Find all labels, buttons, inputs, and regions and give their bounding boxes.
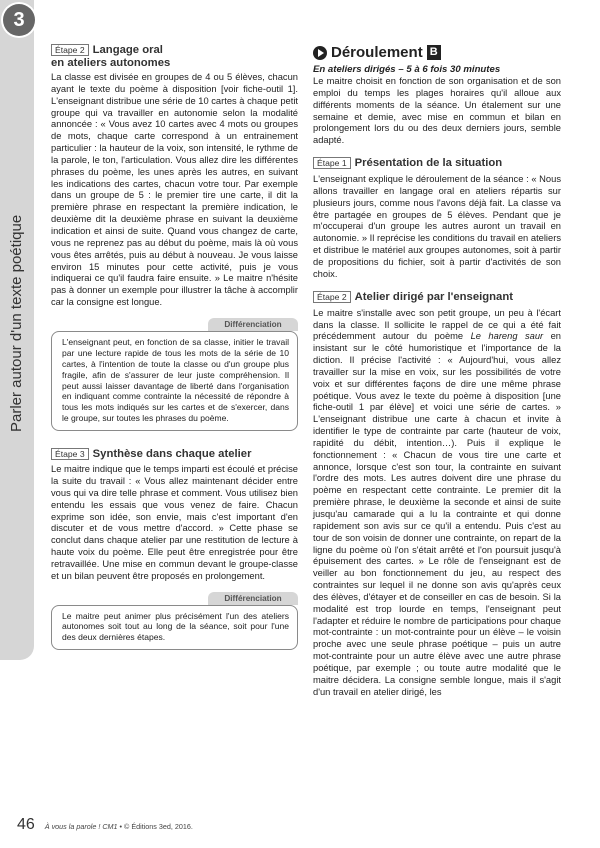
section-subtitle: En ateliers dirigés – 5 à 6 fois 30 minutes xyxy=(313,64,501,75)
differentiation-content-2 xyxy=(51,605,298,651)
copyright: • © Éditions 3ed, 2016. xyxy=(119,822,193,831)
page-number: 46 xyxy=(17,816,35,833)
right-column xyxy=(313,44,561,699)
right-step2-text-end: en insistant sur le côté humoristique et l'importance de la diction. Il précise l'activité : « Aujourd'hui, vous allez travailler sur la mise en voix, sur les possibilités de votre voix et sur différentes façons de dire une même phrase poétique. Vous avez le texte du poème à disposition [une fiche-outil 1 par élève] et voici une série de cartes. » L'enseignant distribue une carte à chacun et invite à identifier le type de contrainte par carte (hauteur de voix, rapidité du débit, intention…). Puis il explique le fonctionnement : « Chacun de vous tire une carte et annonce, lorsque c'est son tour, la contrainte en suivant l'ordre des mots. Les autres doivent dire une phrase du poème en respectant cette contrainte. Le premier dit la première phrase, le deuxième la seconde et ainsi de suite jusqu'au camarade qui a lu la contrainte et qui donne rapidement son avis sur ce qu'il a entendu. Puis c'est au tour de son voisin de donner une contrainte, on repart de la ligne du poème où l'on s'était arrêté et l'on poursuit jusqu'à épuisement des cartes. » Le rôle de l'enseignant est de veiller au bon fonctionnement du jeu, au respect des contraintes sur lequel il ne donne son avis qu'après ceux des élèves, d'étayer et de conseiller en cas de besoin. Si la modalité est trop lourde en temps, l'enseignant peut l'adapter et réduire le nombre de participations pour chaque mot-contrainte : un mot-contrainte pour un élève – le voisin proche avec une seule phrase poétique – puis un autre mot-contrainte pour un autre élève avec une autre phrase poétique, par exemple ; ou toute autre modalité que le maitre décidera. La consigne semble longue, mais il s'agit d'un travail en atelier dirigé, les xyxy=(313,331,561,697)
right-step2-text-start: Le maitre s'installe avec son petit groupe, un peu à l'écart dans la classe. Il sollicite le rappel de ce qui a été fait précédemment autour du poème xyxy=(313,307,561,342)
step3-title: Synthèse dans chaque atelier xyxy=(92,448,252,461)
step3-paragraph: Le maitre indique que le temps imparti est écoulé et précise la suite du travail : « Vous allez maintenant décider entre vous qui va dire telle phrase et comment. Vous utilisez bien entendu les essais que vous venez de faire. Chacun exprime son idée, son envie, mais c'est important d'en discuter et de vous mettre d'accord. » Cette phase se conclut dans chaque atelier par une restitution de lecture à haute voix du poème. Elle peut être enregistrée pour être retravaillée. Une mise en commun devant le groupe-classe et un bilan peuvent être proposés en prolongement. xyxy=(51,464,298,581)
step3-heading xyxy=(51,448,298,461)
step1-heading xyxy=(313,157,561,170)
step2-badge: Étape 2 xyxy=(51,44,89,56)
step1-badge: Étape 1 xyxy=(313,157,351,169)
book-title: À vous la parole ! CM1 xyxy=(44,822,118,831)
differentiation-text-1: L'enseignant peut, en fonction de sa classe, initier le travail par une lecture rapide de tous les mots de la série de 10 cartes, à l'intention de toute la classe ou d'un groupe plus fragile, afin de s'assurer de leur juste compréhension. Il peut aussi laisser davantage de liberté dans l'organisation en indiquant comme contrainte la nécessité de répondre à tous les mots indiqués sur les cartes et de s'exercer, dans le groupe, sur toutes les phrases du poème. xyxy=(62,336,289,424)
step1-paragraph: L'enseignant explique le déroulement de la séance : « Nous allons travailler en langage oral en ateliers répartis sur plusieurs jours, comme nous l'avons déjà fait. La classe va être partagée en groupes de 5 élèves. Pendant que je m'occuperai d'un groupe les autres auront un travail en autonomie. » Il reprécise les conditions du travail en ateliers et distribue le matériel aux groupes autonomes, soit à partir de propositions du fichier, soit à partir d'activités de son choix. xyxy=(313,174,561,279)
differentiation-box-2 xyxy=(51,592,298,651)
poem-title: Le hareng saur xyxy=(470,331,544,342)
right-step2-paragraph xyxy=(313,308,561,699)
sidebar-title-wrap xyxy=(7,214,27,432)
intro-paragraph: Le maitre choisit en fonction de son organisation et de son emploi du temps les plages horaires qu'il alloue aux différents moments de la séance. Un étalement sur une semaine et demie, avec mise en commun et bilan en prolongement lors du ou des deux derniers jours, semble adapté. xyxy=(313,76,561,146)
step2-title-line1: Langage oral xyxy=(92,44,163,56)
footer-credit xyxy=(45,822,193,831)
unit-number: 3 xyxy=(3,4,35,36)
step1-title: Présentation de la situation xyxy=(354,157,503,170)
differentiation-content-1 xyxy=(51,331,298,431)
page-footer xyxy=(17,816,193,834)
section-title: Déroulement xyxy=(331,44,423,61)
section-letter: B xyxy=(427,45,441,60)
step2-paragraph: La classe est divisée en groupes de 4 ou 5 élèves, chacun ayant le texte du poème à disposition [voir fiche-outil 1]. L'enseignant distribue une série de 10 cartes à chaque petit groupe qui va travailler en autonomie selon la modalité annoncée : « Vous avez 10 cartes avec 4 mots ou groupes de mots, chaque carte correspond à un entrainement particulier : la hauteur de la voix, son intensité, le rythme de la parole, le ton, l'articulation. Vous allez dire les différentes phrases du poème, les unes après les autres, en suivant les indications des cartes, chacun votre tour. Par exemple dans un groupe de 5 : le premier tire une carte, il dit la première phrase en respectant la première indication, le deuxième dit la deuxième phrase en suivant la deuxième indication et ainsi de suite. Quand vous changez de carte, vous ne reprenez pas au début du poème, mais là où vous vous êtes arrêtés, puis au début à nouveau. Je vous laisse environ 15 minutes pour cette activité, puis je vous indiquerai ce qu'il faudra faire ensuite. » Le maitre n'hésite pas à donner un exemple pour illustrer la tâche à accomplir car la consigne est longue. xyxy=(51,72,298,308)
step2-heading xyxy=(51,44,298,57)
differentiation-tab-2: Différenciation xyxy=(208,592,298,605)
left-column xyxy=(51,44,298,650)
differentiation-text-2: Le maitre peut animer plus précisément l'un des ateliers autonomes soit tout au long de la séance, soit pour l'une des deux dernières étapes. xyxy=(62,610,289,643)
play-icon xyxy=(313,46,327,60)
sidebar xyxy=(0,0,34,660)
right-step2-badge: Étape 2 xyxy=(313,291,351,303)
step2-title-line2: en ateliers autonomes xyxy=(51,57,171,69)
differentiation-tab-1: Différenciation xyxy=(208,318,298,331)
step3-badge: Étape 3 xyxy=(51,448,89,460)
differentiation-box-1 xyxy=(51,318,298,431)
sidebar-title: Parler autour d'un texte poétique xyxy=(8,214,25,432)
section-heading xyxy=(313,44,561,61)
right-step2-heading xyxy=(313,291,561,304)
right-step2-title: Atelier dirigé par l'enseignant xyxy=(354,290,513,303)
